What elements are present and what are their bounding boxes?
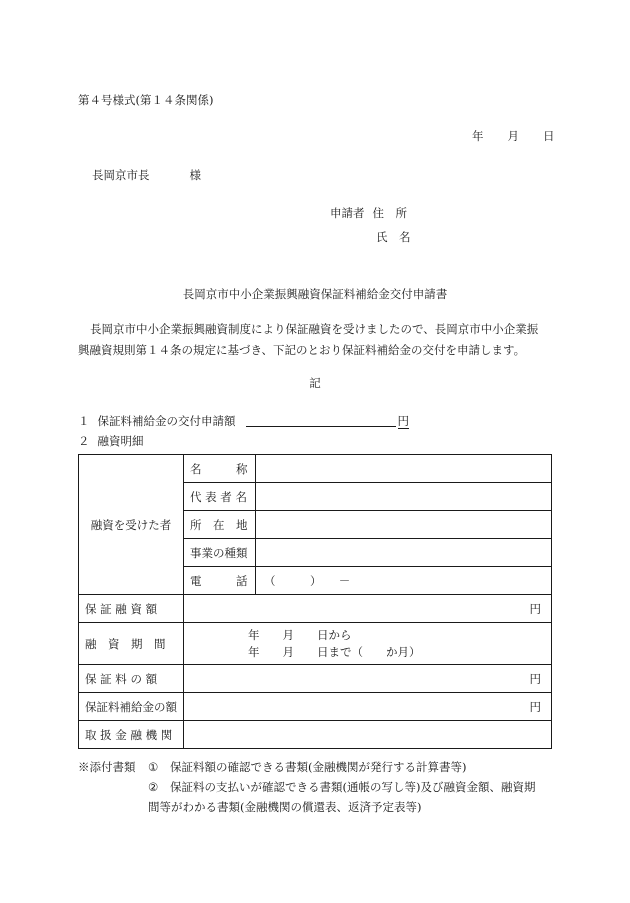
- row-label-representative: 代 表 者 名: [184, 483, 256, 511]
- addressee-name: 長岡京市長: [92, 168, 150, 182]
- addressee-honorific: 様: [189, 168, 201, 182]
- applicant-name-label: 氏 名: [376, 230, 411, 244]
- date-line: [472, 128, 555, 144]
- item-2: [78, 433, 144, 449]
- row-label-loan-period: 融 資 期 間: [79, 623, 184, 665]
- item-1-label: 保証料補給金の交付申請額: [97, 414, 236, 428]
- table-row: [79, 455, 552, 483]
- body-line-1: [78, 319, 556, 340]
- attachments-section: [78, 757, 558, 817]
- subsidy-amount-unit: 円: [529, 699, 541, 714]
- item-1-number: １: [78, 414, 90, 428]
- attachment-1-text: 保証料額の確認できる書類(金融機関が発行する計算書等): [170, 760, 467, 774]
- attachment-2-text-line-1: 保証料の支払いが確認できる書類(通帳の写し等)及び融資金額、融資期: [170, 780, 536, 794]
- row-label-subsidy-amount: 保証料補給金の額: [79, 693, 184, 721]
- date-year: 年: [472, 129, 484, 143]
- body-line-1-text: 長岡京市中小企業振興融資制度により保証融資を受けましたので、長岡京市中小企業振: [90, 322, 539, 336]
- item-2-number: ２: [78, 434, 90, 448]
- row-label-business-type: 事業の種類: [184, 539, 256, 567]
- table-row: [79, 595, 552, 623]
- attachment-row-1: [78, 757, 558, 777]
- amount-blank[interactable]: [246, 413, 396, 427]
- attachment-1-mark: ①: [148, 760, 159, 774]
- row-label-guarantee-amount: 保 証 融 資 額: [79, 595, 184, 623]
- item-2-label: 融資明細: [97, 434, 144, 448]
- body-line-2: 興融資規則第１４条の規定に基づき、下記のとおり保証料補給金の交付を申請します。: [78, 343, 526, 357]
- document-title: 長岡京市中小企業振興融資保証料補給金交付申請書: [182, 287, 448, 301]
- value-loan-period[interactable]: [184, 623, 552, 665]
- value-subsidy-amount[interactable]: [184, 693, 552, 721]
- loan-detail-table: [78, 454, 552, 749]
- item-1: [78, 413, 409, 429]
- row-label-institution: 取 扱 金 融 機 関: [79, 721, 184, 749]
- value-institution[interactable]: [184, 721, 552, 749]
- applicant-address-label: 住 所: [372, 206, 407, 220]
- row-label-location: 所 在 地: [184, 511, 256, 539]
- ki-heading: 記: [309, 376, 321, 390]
- value-location[interactable]: [256, 511, 552, 539]
- attachments-heading: ※添付書類: [78, 760, 136, 774]
- value-representative[interactable]: [256, 483, 552, 511]
- applicant-label: 申請者: [330, 206, 365, 220]
- addressee: [92, 167, 201, 183]
- guarantee-fee-unit: 円: [529, 671, 541, 686]
- value-business-type[interactable]: [256, 539, 552, 567]
- value-guarantee-fee[interactable]: [184, 665, 552, 693]
- table-row: [79, 721, 552, 749]
- row-label-name: 名 称: [184, 455, 256, 483]
- date-month: 月: [507, 129, 519, 143]
- table-row: [79, 693, 552, 721]
- loan-period-from: 年 月 日から: [248, 627, 352, 642]
- guarantee-amount-unit: 円: [529, 601, 541, 616]
- loan-period-to: 年 月 日まで（ か月）: [248, 644, 421, 659]
- value-guarantee-amount[interactable]: [184, 595, 552, 623]
- applicant-address-line: [330, 205, 407, 221]
- form-number: 第４号様式(第１４条関係): [78, 93, 214, 107]
- attachment-row-3: [78, 797, 558, 817]
- value-name[interactable]: [256, 455, 552, 483]
- recipient-group-label: 融資を受けた者: [79, 455, 184, 595]
- attachment-2-mark: ②: [148, 780, 159, 794]
- table-row: [79, 665, 552, 693]
- row-label-guarantee-fee: 保 証 料 の 額: [79, 665, 184, 693]
- attachment-2-text-line-2: 間等がわかる書類(金融機関の償還表、返済予定表等): [148, 800, 422, 814]
- table-row: [79, 623, 552, 665]
- value-phone[interactable]: （ ） －: [256, 567, 552, 595]
- date-day: 日: [543, 129, 555, 143]
- attachment-row-2: [78, 777, 558, 797]
- body-text: [78, 319, 556, 361]
- item-1-unit: 円: [397, 414, 409, 428]
- row-label-phone: 電 話: [184, 567, 256, 595]
